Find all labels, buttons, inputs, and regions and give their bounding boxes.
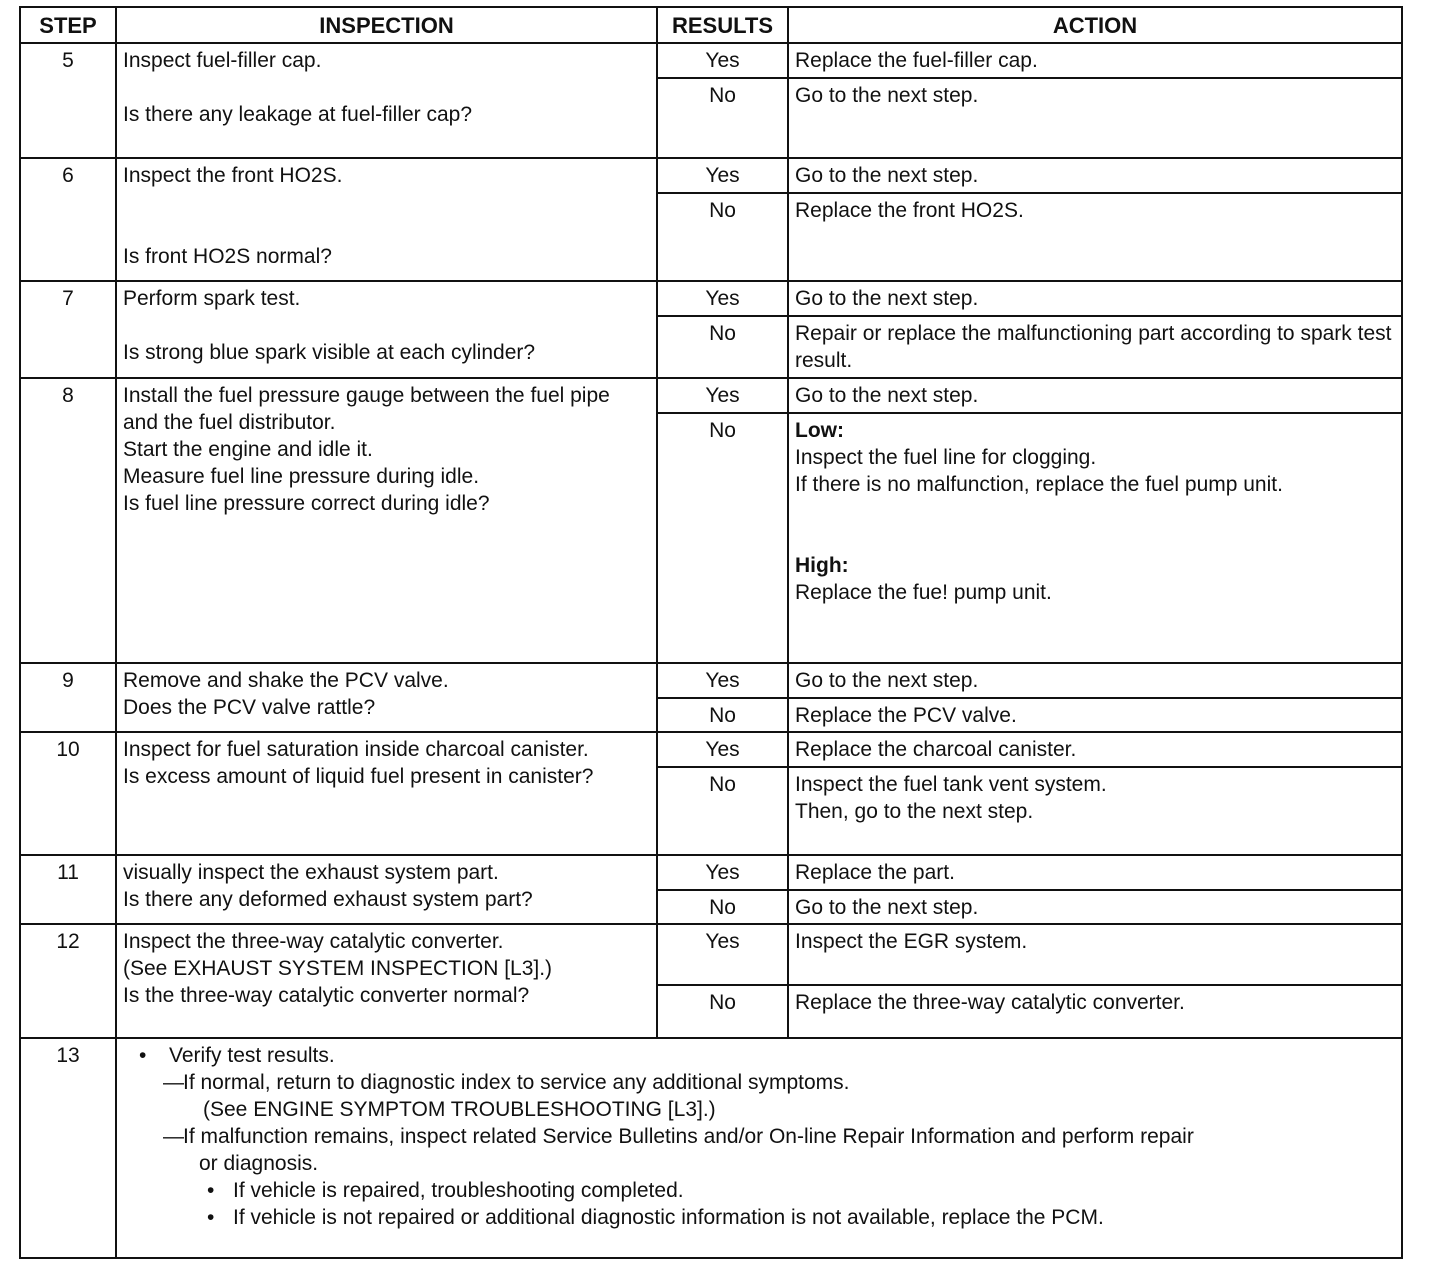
- action-yes: Go to the next step.: [788, 378, 1402, 413]
- inspection-question: Is strong blue spark visible at each cylinder?: [123, 341, 536, 364]
- result-no: No: [657, 193, 788, 281]
- action-no: Go to the next step.: [788, 890, 1402, 924]
- diagnostic-table: [19, 6, 1403, 1259]
- table-row: [20, 43, 1402, 78]
- inspection-line: Start the engine and idle it.: [123, 438, 373, 461]
- action-yes: Go to the next step.: [788, 281, 1402, 316]
- result-yes: Yes: [657, 663, 788, 698]
- step-number: 10: [20, 732, 116, 855]
- action-yes: Replace the charcoal canister.: [788, 732, 1402, 767]
- action-no: Replace the PCV valve.: [788, 698, 1402, 732]
- action-high-title: High:: [795, 554, 849, 577]
- inspection-cell: [116, 43, 657, 158]
- result-yes: Yes: [657, 378, 788, 413]
- table-row: [20, 663, 1402, 698]
- step-number: 13: [20, 1038, 116, 1258]
- table-row: [20, 158, 1402, 193]
- inspection-cell: [116, 158, 657, 281]
- inspection-line: Inspect the front HO2S.: [123, 164, 343, 187]
- action-low-title: Low:: [795, 419, 844, 442]
- step-number: 6: [20, 158, 116, 281]
- inspection-line: Remove and shake the PCV valve.: [123, 669, 449, 692]
- step13-normal: — If normal, return to diagnostic index to service any additional symptoms.: [123, 1069, 1395, 1096]
- step13-malfunction-cont: or diagnosis.: [199, 1152, 319, 1175]
- header-inspection: INSPECTION: [116, 7, 657, 43]
- action-line: If there is no malfunction, replace the fuel pump unit.: [795, 473, 1283, 496]
- action-no: Replace the front HO2S.: [788, 193, 1402, 281]
- action-line: Then, go to the next step.: [795, 800, 1034, 823]
- header-results: RESULTS: [657, 7, 788, 43]
- inspection-line: visually inspect the exhaust system part.: [123, 861, 499, 884]
- inspection-question: Does the PCV valve rattle?: [123, 696, 376, 719]
- inspection-cell: [116, 924, 657, 1038]
- inspection-line: Inspect fuel-filler cap.: [123, 49, 322, 72]
- table-row: [20, 378, 1402, 413]
- table-row: [20, 855, 1402, 890]
- step-number: 8: [20, 378, 116, 663]
- inspection-line: Measure fuel line pressure during idle.: [123, 465, 480, 488]
- inspection-line: Inspect for fuel saturation inside charcoal canister.: [123, 738, 589, 761]
- inspection-cell: [116, 281, 657, 378]
- inspection-question: Is the three-way catalytic converter normal?: [123, 984, 530, 1007]
- action-yes: Inspect the EGR system.: [788, 924, 1402, 985]
- inspection-question: Is front HO2S normal?: [123, 245, 332, 268]
- step13-cell: [116, 1038, 1402, 1258]
- inspection-question: Is excess amount of liquid fuel present in canister?: [123, 765, 594, 788]
- step-number: 11: [20, 855, 116, 924]
- step-number: 7: [20, 281, 116, 378]
- step-number: 9: [20, 663, 116, 732]
- table-row: [20, 924, 1402, 985]
- inspection-line: Inspect the three-way catalytic converter.: [123, 930, 504, 953]
- step13-bullet: • Verify test results.: [139, 1042, 1395, 1069]
- result-yes: Yes: [657, 924, 788, 985]
- action-no: [788, 413, 1402, 663]
- result-yes: Yes: [657, 732, 788, 767]
- inspection-cell: [116, 855, 657, 924]
- header-row: [20, 7, 1402, 43]
- action-line: Inspect the fuel tank vent system.: [795, 773, 1107, 796]
- result-no: No: [657, 767, 788, 855]
- action-no: [788, 767, 1402, 855]
- table-row: [20, 732, 1402, 767]
- table-row: [20, 281, 1402, 316]
- result-yes: Yes: [657, 281, 788, 316]
- action-yes: Replace the part.: [788, 855, 1402, 890]
- action-line: Inspect the fuel line for clogging.: [795, 446, 1097, 469]
- result-yes: Yes: [657, 43, 788, 78]
- action-no: Go to the next step.: [788, 78, 1402, 158]
- result-yes: Yes: [657, 855, 788, 890]
- action-no: Repair or replace the malfunctioning part according to spark test result.: [788, 316, 1402, 378]
- action-yes: Go to the next step.: [788, 663, 1402, 698]
- result-yes: Yes: [657, 158, 788, 193]
- inspection-question: Is fuel line pressure correct during idle?: [123, 492, 490, 515]
- inspection-cell: [116, 378, 657, 663]
- action-no: Replace the three-way catalytic converter.: [788, 985, 1402, 1038]
- step13-repaired: • If vehicle is repaired, troubleshooting completed.: [123, 1177, 1395, 1204]
- header-step: STEP: [20, 7, 116, 43]
- inspection-line: Perform spark test.: [123, 287, 301, 310]
- result-no: No: [657, 316, 788, 378]
- inspection-question: Is there any deformed exhaust system part?: [123, 888, 533, 911]
- inspection-see: (See EXHAUST SYSTEM INSPECTION [L3].): [123, 957, 553, 980]
- step-number: 12: [20, 924, 116, 1038]
- action-line: Replace the fue! pump unit.: [795, 581, 1052, 604]
- action-yes: Go to the next step.: [788, 158, 1402, 193]
- result-no: No: [657, 985, 788, 1038]
- result-no: No: [657, 413, 788, 663]
- table-row: [20, 1038, 1402, 1258]
- inspection-cell: [116, 663, 657, 732]
- inspection-question: Is there any leakage at fuel-filler cap?: [123, 103, 473, 126]
- step13-malfunction: — If malfunction remains, inspect related Service Bulletins and/or On-line Repair Information and perform repair: [123, 1123, 1395, 1150]
- inspection-line: Install the fuel pressure gauge between the fuel pipe and the fuel distributor.: [123, 384, 610, 434]
- step13-not-repaired: • If vehicle is not repaired or additional diagnostic information is not available, replace the PCM.: [123, 1204, 1395, 1231]
- step-number: 5: [20, 43, 116, 158]
- diagnostic-table-page: [19, 6, 1401, 1259]
- result-no: No: [657, 890, 788, 924]
- result-no: No: [657, 78, 788, 158]
- action-yes: Replace the fuel-filler cap.: [788, 43, 1402, 78]
- step13-normal-see: (See ENGINE SYMPTOM TROUBLESHOOTING [L3].): [203, 1098, 716, 1121]
- inspection-cell: [116, 732, 657, 855]
- result-no: No: [657, 698, 788, 732]
- header-action: ACTION: [788, 7, 1402, 43]
